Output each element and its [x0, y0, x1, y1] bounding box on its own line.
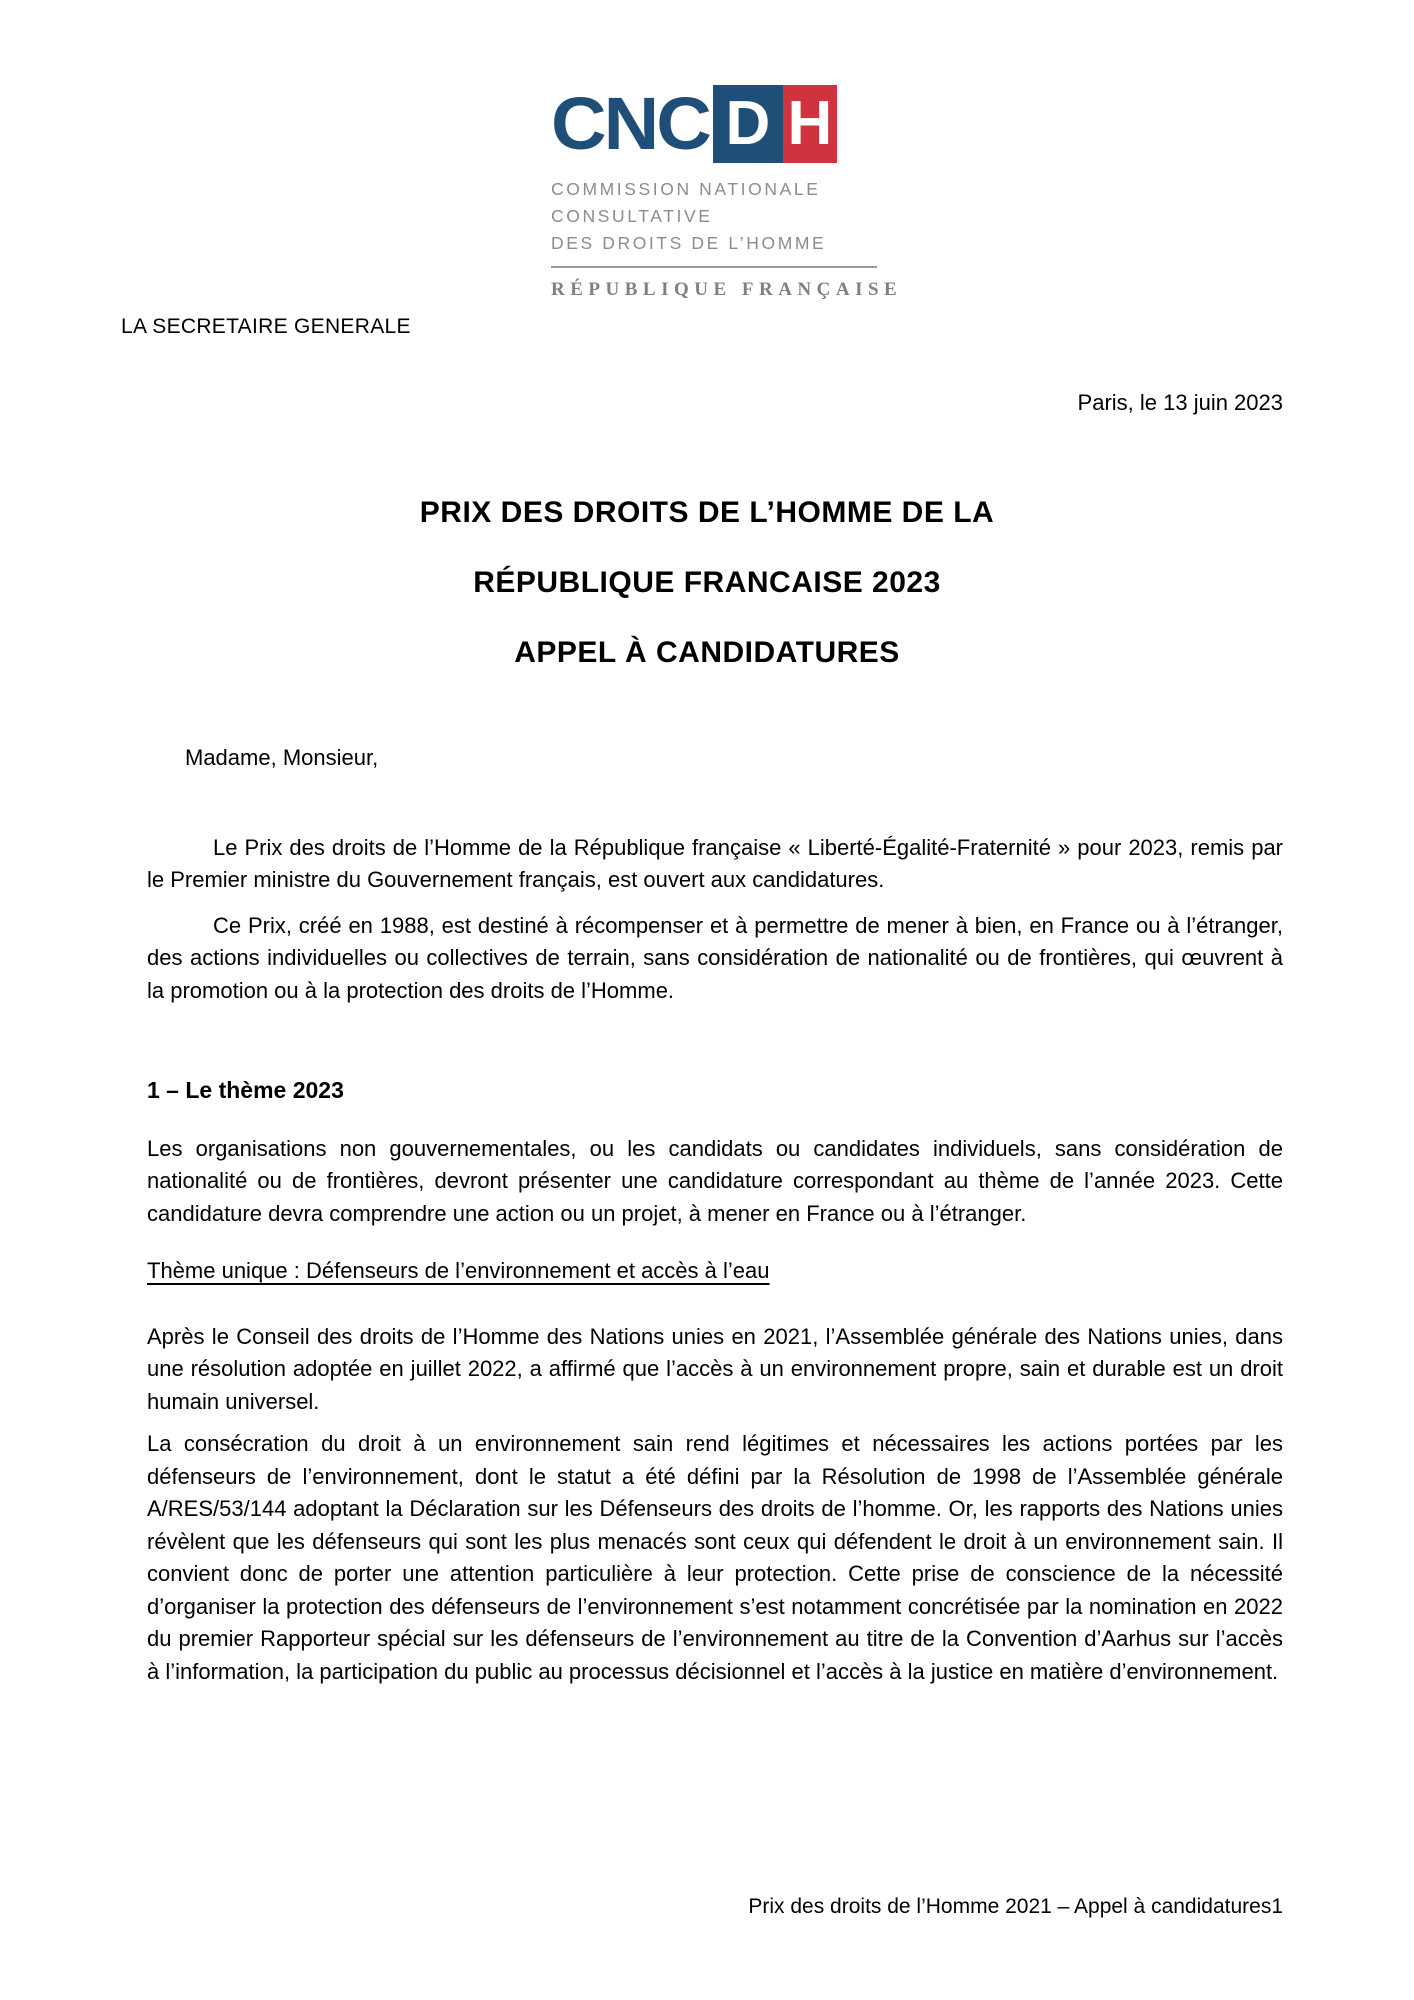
logo-subtitle — [551, 176, 883, 257]
logo-d-box: D — [713, 85, 783, 163]
logo-h-box: H — [783, 85, 837, 163]
document-title — [0, 478, 1414, 688]
letter-body — [147, 742, 1283, 1688]
date-line: Paris, le 13 juin 2023 — [1077, 390, 1283, 415]
theme-heading: Thème unique : Défenseurs de l’environnement et accès à l’eau — [147, 1258, 770, 1283]
logo-subtitle-line-2: CONSULTATIVE — [551, 206, 713, 226]
logo-cnc-letters: CNC — [551, 82, 709, 166]
paragraph-theme-defenders: La consécration du droit à un environnement sain rend légitimes et nécessaires les actions portées par les défenseurs de l’environnement, dont le statut a été défini par la Résolution de 1998 de l’Assemblée générale A/RES/53/144 adoptant la Déclaration sur les Défenseurs des droits de l’homme. Or, les rapports des Nations unies révèlent que les défenseurs qui sont les plus menacés sont ceux qui défendent le droit à un environnement sain. Il convient donc de porter une attention particulière à leur protection. Cette prise de conscience de la nécessité d’organiser la protection des défenseurs de l’environnement s’est notamment concrétisée par la nomination en 2022 du premier Rapporteur spécial sur les défenseurs de l’environnement au titre de la Convention d’Aarhus sur l’accès à l’information, la participation du public au processus décisionnel et l’accès à la justice en matière d’environnement. — [147, 1431, 1283, 1684]
logo-republique-francaise: RÉPUBLIQUE FRANÇAISE — [551, 279, 903, 300]
paragraph-prize-history: Ce Prix, créé en 1988, est destiné à récompenser et à permettre de mener à bien, en France ou à l’étranger, des actions individuelles ou collectives de terrain, sans considération de nationalité ou de frontières, qui œuvrent à la promotion ou à la protection des droits de l’Homme. — [147, 912, 1283, 1003]
paragraph-theme-un: Après le Conseil des droits de l’Homme des Nations unies en 2021, l’Assemblée générale des Nations unies, dans une résolution adoptée en juillet 2022, a affirmé que l’accès à un environnement propre, sain et durable est un droit humain universel. — [147, 1323, 1283, 1414]
paragraph-section-1: Les organisations non gouvernementales, ou les candidats ou candidates individuels, sans considération de nationalité ou de frontières, devront présenter une candidature correspondant au thème de l’année 2023. Cette candidature devra comprendre une action ou un projet, à mener en France ou à l’étranger. — [147, 1135, 1283, 1226]
document-title-line-2: RÉPUBLIQUE FRANCAISE 2023 — [473, 566, 941, 599]
logo-subtitle-line-1: COMMISSION NATIONALE — [551, 179, 821, 199]
paragraph-intro-prize: Le Prix des droits de l’Homme de la République française « Liberté-Égalité-Fraternité » pour 2023, remis par le Premier ministre du Gouvernement français, est ouvert aux candidatures. — [147, 834, 1283, 892]
salutation: Madame, Monsieur, — [185, 745, 379, 770]
document-title-line-3: APPEL À CANDIDATURES — [514, 636, 900, 669]
logo-divider — [551, 266, 877, 268]
sender-title: LA SECRETAIRE GENERALE — [121, 315, 411, 338]
logo-subtitle-line-3: DES DROITS DE L’HOMME — [551, 233, 827, 253]
section-1-heading: 1 – Le thème 2023 — [147, 1077, 344, 1103]
page-footer: Prix des droits de l’Homme 2021 – Appel à candidatures1 — [748, 1895, 1283, 1918]
document-title-line-1: PRIX DES DROITS DE L’HOMME DE LA — [419, 496, 995, 529]
cncdh-wordmark — [551, 82, 883, 166]
cncdh-logo — [551, 82, 903, 301]
